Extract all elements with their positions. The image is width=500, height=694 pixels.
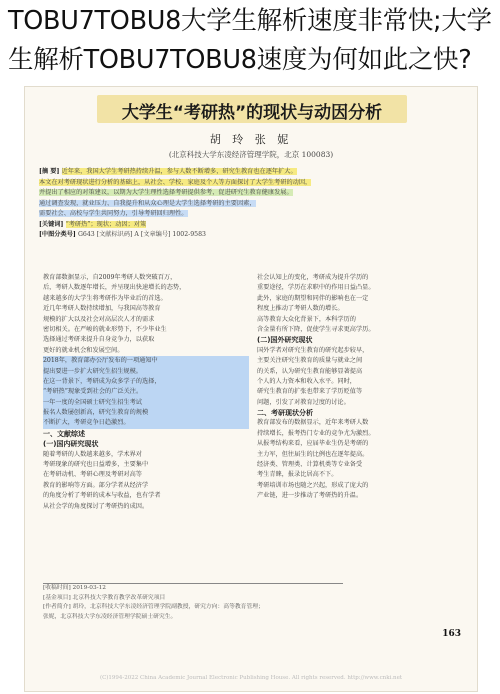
body-text-line: 考研现象的研究也日益增多，主要集中 (43, 461, 149, 469)
section-heading: 一、文献综述 (43, 429, 85, 438)
body-text-line: 重要途径，学历在求职中的作用日益凸显。 (257, 284, 375, 292)
body-text-line: 从社会学的角度探讨了考研热的成因。 (43, 502, 149, 510)
body-text-line: 此外，家庭的期望和同伴的影响也在一定 (257, 294, 369, 302)
body-text-line: 考研培训市场也随之兴起，形成了庞大的 (257, 481, 369, 489)
body-text-line: 选择通过考研来提升自身竞争力，以获取 (43, 336, 155, 344)
footnote-line: [作者简介] 胡玲，北京科技大学东凌经济管理学院副教授，研究方向：高等教育管理； (43, 604, 264, 610)
body-text-line: 一年一度的全国硕士研究生招生考试 (43, 398, 249, 408)
body-text-line: 社会认知上的变化，考研成为提升学历的 (257, 274, 369, 281)
article-title: 大学生“考研热”的现状与动因分析 (121, 103, 383, 123)
body-text-line: 教育部发布的数据显示，近年来考研人数 (257, 419, 369, 427)
body-text-line: 教育部数据显示，自2009年考研人数突破百万， (43, 274, 177, 281)
abstract-line (39, 178, 463, 189)
body-text-line: 考生青睐，报录比居高不下。 (257, 471, 338, 479)
body-text-line: 从报考结构来看，应届毕业生仍是考研的 (257, 440, 369, 448)
left-text-column (43, 273, 249, 512)
abstract-text: 并提出了相应的对策建议，以期为大学生理性选择考研提供参考，促进研究生教育健康发展。 (39, 189, 293, 196)
section-heading: (一)国内研究现状 (43, 440, 99, 449)
abstract-text: 需要社会、高校与学生共同努力，引导考研回归理性。 (39, 210, 188, 217)
abstract-label: [摘 要] (39, 168, 62, 175)
body-text-line: 后，考研人数逐年增长，并呈现出快速增长的态势， (43, 284, 186, 292)
article-footnotes (43, 583, 343, 622)
body-text-line: 越来越多的大学生将考研作为毕业后的首选。 (43, 294, 167, 302)
abstract-text: 通过调查发现，就业压力、自我提升和从众心理是大学生选择考研的主要因素， (39, 199, 256, 207)
body-text-line: 含金量有所下降，促使学生寻求更高学历。 (257, 325, 375, 333)
body-text-line: 随着考研的人数越来越多，学术界对 (43, 450, 142, 458)
body-text-line: 主力军，但往届生的比例也在逐年提高。 (257, 450, 369, 458)
abstract-line (39, 167, 463, 178)
body-text-line: 近几年考研人数持续增加，与我国高等教育 (43, 305, 161, 313)
body-text-line: 提出要进一步扩大研究生招生规模。 (43, 367, 249, 377)
abstract-block (39, 167, 463, 241)
body-text-line: 的关系，认为研究生教育能够显著提高 (257, 367, 363, 375)
body-text-line: 报名人数屡创新高，研究生教育的规模 (43, 408, 249, 418)
abstract-text: 近年来，我国大学生考研热持续升温，参与人数不断增多，研究生教育也在逐年扩大。 (61, 168, 297, 175)
abstract-line (39, 199, 463, 210)
article-affiliation: (北京科技大学东凌经济管理学院，北京 100083) (168, 150, 334, 159)
body-text-line: 持续增长，报考热门专业的竞争尤为激烈。 (257, 429, 375, 437)
body-text-line: 程度上推动了考研人数的增长。 (257, 305, 344, 313)
copyright-notice: (C)1994-2022 China Academic Journal Electronic Publishing House. All rights reserved. http://www.cnki.net (99, 675, 403, 681)
body-text-line: 主要关注研究生教育的质量与就业之间 (257, 357, 363, 365)
body-text-line: 在这一背景下，考研成为众多学子的选择， (43, 377, 249, 387)
abstract-line (39, 188, 463, 199)
body-text-line: 研究生教育的扩张也带来了学历贬值等 (257, 388, 363, 396)
section-heading: 二、考研现状分析 (257, 409, 313, 418)
body-text-line: 问题，引发了对教育过度的讨论。 (257, 398, 350, 406)
body-text-line: 个人的人力资本和收入水平。同时， (257, 377, 356, 385)
body-text-line: 2018年，教育部办公厅发布的一项通知中 (43, 356, 249, 366)
abstract-label: [关键词] (39, 220, 66, 228)
page-headline: TOBU7TOBU8大学生解析速度非常快;大学生解析TOBU7TOBU8速度为何如此之快? (8, 6, 492, 75)
body-text-line: 的角度分析了考研的成本与收益，也有学者 (43, 492, 161, 500)
body-text-line: “考研热”现象受到社会的广泛关注。 (43, 387, 249, 397)
abstract-text: G643 [文献标识码] A [文章编号] 1002-9583 (77, 231, 206, 238)
abstract-line (39, 220, 463, 231)
abstract-text: “考研热”；现状；动因；对策 (65, 220, 147, 228)
abstract-line (39, 230, 463, 241)
abstract-text: 本文在对考研现状进行分析的基础上，从社会、学校、家庭及个人等方面探讨了大学生考研的动因， (39, 178, 312, 186)
abstract-line (39, 209, 463, 220)
body-text-line: 经济类、管理类、计算机类等专业备受 (257, 461, 363, 469)
section-heading: (二)国外研究现状 (257, 336, 313, 345)
right-text-column (257, 273, 463, 502)
body-text-line: 规模的扩大以及社会对高层次人才的需求 (43, 315, 155, 323)
body-text-line: 产业链，进一步推动了考研热的升温。 (257, 492, 363, 500)
footnote-line: 张妮，北京科技大学东凌经济管理学院硕士研究生。 (43, 613, 177, 620)
body-text-line: 密切相关。在严峻的就业形势下，不少毕业生 (43, 325, 167, 333)
page-number: 163 (442, 629, 461, 639)
body-text-line: 国外学者对研究生教育的研究起步较早， (257, 346, 369, 354)
body-text-line: 不断扩大，考研竞争日趋激烈。 (43, 418, 249, 428)
body-text-line: 高等教育大众化背景下，本科学历的 (257, 315, 356, 323)
abstract-label: [中图分类号] (39, 231, 78, 238)
article-page-scan (24, 86, 478, 692)
article-authors: 胡 玲 张 妮 (209, 133, 293, 146)
footnote-line: [基金项目] 北京科技大学教育教学改革研究项目 (43, 594, 166, 601)
title-highlight-band (97, 95, 407, 123)
body-text-line: 教育的影响等方面。部分学者从经济学 (43, 481, 149, 489)
footnote-line: [收稿时间] 2019-03-12 (43, 585, 106, 591)
body-text-line: 更好的就业机会和发展空间。 (43, 346, 124, 354)
body-text-line: 在考研动机、考研心理及考研对高等 (43, 471, 142, 479)
